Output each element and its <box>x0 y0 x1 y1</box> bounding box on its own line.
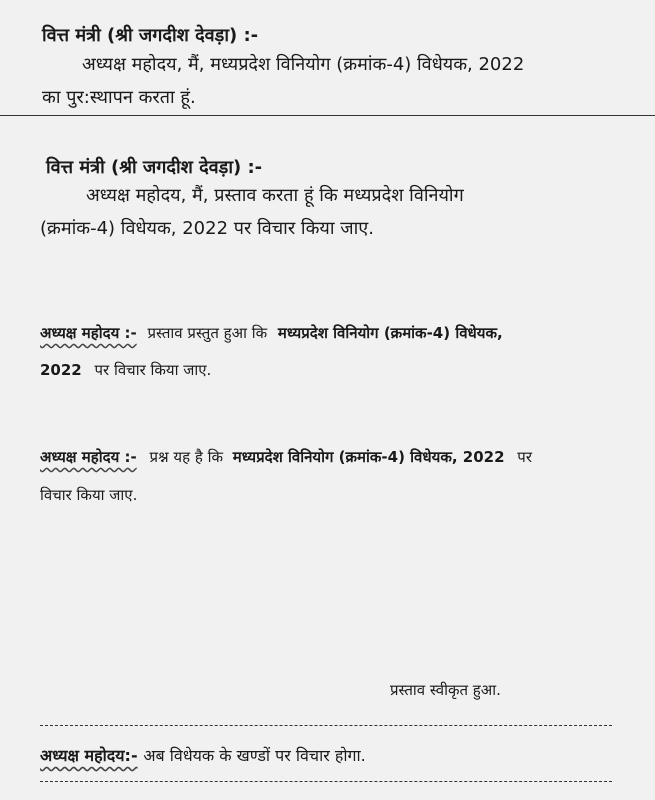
motion-line-2: (क्रमांक-4) विधेयक, 2022 पर विचार किया जाए. <box>40 218 374 239</box>
question-line-1 <box>40 447 532 467</box>
question-text-end: पर <box>517 448 532 466</box>
speaker-speaker: अध्यक्ष महोदय :- <box>40 324 137 342</box>
question-line-2: विचार किया जाए. <box>40 486 138 504</box>
speaker-finance-minister: वित्त मंत्री (श्री जगदीश देवड़ा) :- <box>42 25 259 46</box>
dashed-divider <box>40 781 612 782</box>
speech-text: पर विचार किया जाए. <box>94 361 212 379</box>
motion-accepted-status: प्रस्ताव स्वीकृत हुआ. <box>390 681 501 699</box>
statement-line-2: का पुर:स्थापन करता हूं. <box>42 87 196 108</box>
motion-line-1: अध्यक्ष महोदय, मैं, प्रस्ताव करता हूं कि मध्यप्रदेश विनियोग <box>86 185 464 206</box>
speaker-announcement <box>40 744 366 766</box>
question-text: प्रश्न यह है कि <box>149 448 223 466</box>
speech-line-2 <box>40 360 211 380</box>
speaker-finance-minister: वित्त मंत्री (श्री जगदीश देवड़ा) :- <box>46 157 263 178</box>
announcement-text: अब विधेयक के खण्डों पर विचार होगा. <box>143 746 366 765</box>
speech-line-1 <box>40 323 503 343</box>
speaker-speaker: अध्यक्ष महोदय:- <box>40 746 138 765</box>
bill-name: मध्यप्रदेश विनियोग (क्रमांक-4) विधेयक, 2022 <box>232 448 505 466</box>
speaker-speaker: अध्यक्ष महोदय :- <box>40 448 137 466</box>
bill-name: मध्यप्रदेश विनियोग (क्रमांक-4) विधेयक, <box>277 324 503 342</box>
speech-text: प्रस्ताव प्रस्तुत हुआ कि <box>147 324 268 342</box>
statement-line-1: अध्यक्ष महोदय, मैं, मध्यप्रदेश विनियोग (क्रमांक-4) विधेयक, 2022 <box>82 54 525 75</box>
bill-year: 2022 <box>40 361 82 379</box>
dashed-divider <box>40 725 612 726</box>
section-divider <box>0 115 655 116</box>
